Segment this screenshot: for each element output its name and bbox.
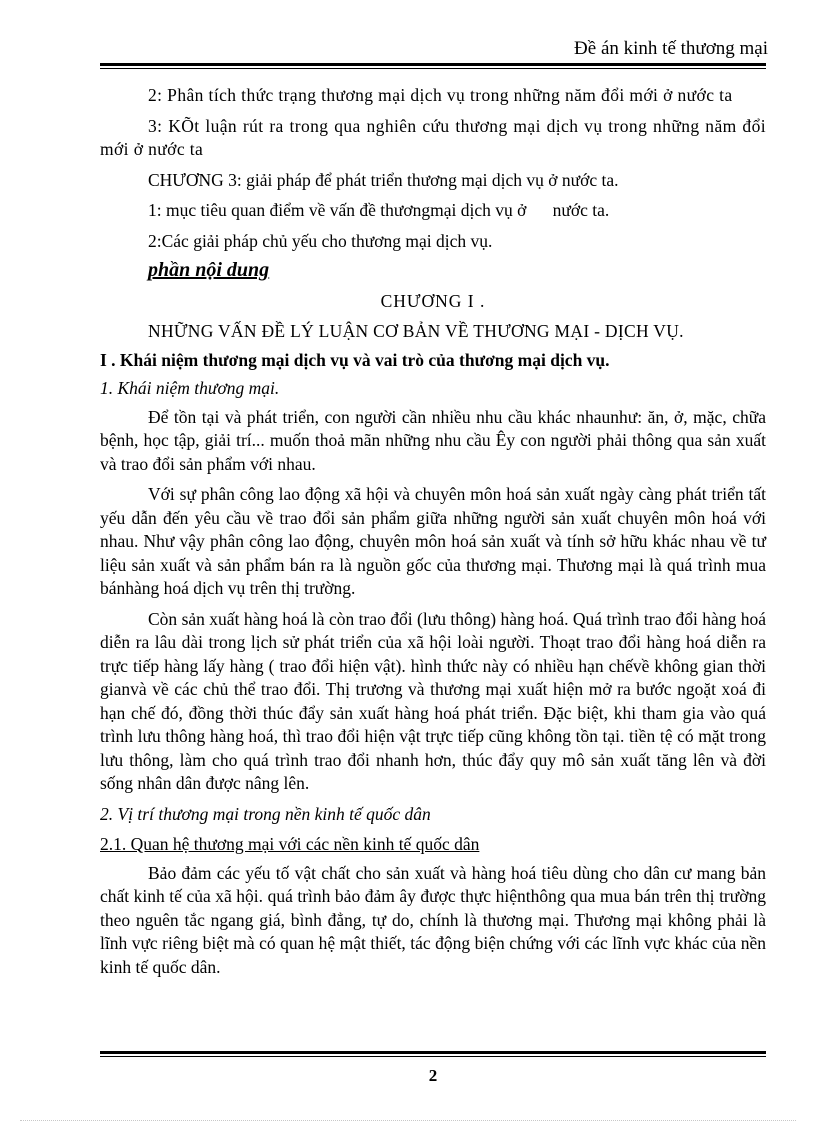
subsection-2-1-title: 2.1. Quan hệ thương mại với các nền kinh tế quốc dân xyxy=(100,834,480,854)
paragraph-1: Để tồn tại và phát triển, con người cần nhiều nhu cầu khác nhaunhư: ăn, ở, mặc, chữa bệnh, học tập, giải trí... muốn thoả mãn những nhu cầu Êy con người phải thông qua sản xuất và trao đổi sản phẩm với nhau. xyxy=(100,406,766,474)
chapter3-item-1: 1: mục tiêu quan điểm về vấn đề thươngmại dịch vụ ở nước ta. xyxy=(148,200,610,220)
chapter-title: NHỮNG VẤN ĐỀ LÝ LUẬN CƠ BẢN VỀ THƯƠNG MẠI - DỊCH VỤ. xyxy=(148,321,684,341)
intro-item-3: 3: KÕt luận rút ra trong qua nghiên cứu thương mại dịch vụ trong những năm đổi mới ở nước ta xyxy=(100,115,766,159)
chapter3-item-2: 2:Các giải pháp chủ yếu cho thương mại dịch vụ. xyxy=(148,230,493,251)
section-i-heading: I . Khái niệm thương mại dịch vụ và vai trò của thương mại dịch vụ. xyxy=(100,349,610,370)
subsection-2-title: 2. Vị trí thương mại trong nền kinh tế quốc dân xyxy=(100,803,431,824)
paragraph-3: Còn sản xuất hàng hoá là còn trao đổi (lưu thông) hàng hoá. Quá trình trao đổi hàng hoá diễn ra lâu dài trong lịch sử phát triển của xã hội loài người. Thoạt trao đổi hàng hoá diễn ra trực tiếp hàng lấy hàng ( trao đổi hiện vật). hình thức này có nhiều hạn chếvề không gian thời gianvà về các chủ thể trao đổi. Thị trương và thương mại xuất hiện mở ra bước ngoặt xoá đi hạn chế đó, đồng thời thúc đẩy sản xuất hàng hoá phát triển. Đặc biệt, khi tham gia vào quá trình lưu thông hàng hoá, thì trao đổi hiện vật trực tiếp cũng không tồn tại. tiền tệ có mặt trong lưu thông, làm cho quá trình trao đổi nhanh hơn, thúc đẩy quy mô sản xuất tăng lên và đời sống nhân dân được nâng lên. xyxy=(100,608,766,793)
footer-rule-thin xyxy=(100,1056,766,1057)
subsection-1-title: 1. Khái niệm thương mại. xyxy=(100,378,280,398)
paragraph-2: Với sự phân công lao động xã hội và chuyên môn hoá sản xuất ngày càng phát triển tất yếu dẫn đến yêu cầu về trao đổi sản phẩm giữa những người sản xuất chuyên môn hoá với nhau. Như vậy phân công lao động, chuyên môn hoá sản xuất và tính sở hữu khác nhau về tư liệu sản xuất và sản phẩm bán ra là nguồn gốc của thương mại. Thương mại là quá trình mua bánhàng hoá dịch vụ trên thị trường. xyxy=(100,484,766,598)
page-header-title: Đề án kinh tế thương mại xyxy=(574,38,768,59)
header-rule-thin xyxy=(100,68,766,69)
paragraph-4: Bảo đảm các yếu tố vật chất cho sản xuất và hàng hoá tiêu dùng cho dân cư mang bản chất kinh tế của xã hội. quá trình bảo đảm ây được thực hiệnthông qua mua bán trên thị trường theo nguên tắc ngang giá, bình đẳng, tự do, chính là thương mại. Thương mại không phải là lĩnh vực riêng biệt mà có quan hệ mật thiết, tác động biện chứng với các lĩnh vực khác của nền kinh tế quốc dân. xyxy=(100,862,766,977)
intro-item-2: 2: Phân tích thức trạng thương mại dịch vụ trong những năm đổi mới ở nước ta xyxy=(148,85,733,105)
header-rule-thick xyxy=(100,63,766,66)
chapter3-line: CHƯƠNG 3: giải pháp để phát triển thương mại dịch vụ ở nước ta. xyxy=(148,169,619,190)
page-number: 2 xyxy=(428,1066,438,1085)
chapter-number: CHƯƠNG I . xyxy=(380,290,486,311)
section-heading-noi-dung: phần nội dung xyxy=(148,259,270,281)
page-boundary xyxy=(20,1120,796,1121)
page-body xyxy=(100,84,766,979)
footer-rule-thick xyxy=(100,1051,766,1054)
